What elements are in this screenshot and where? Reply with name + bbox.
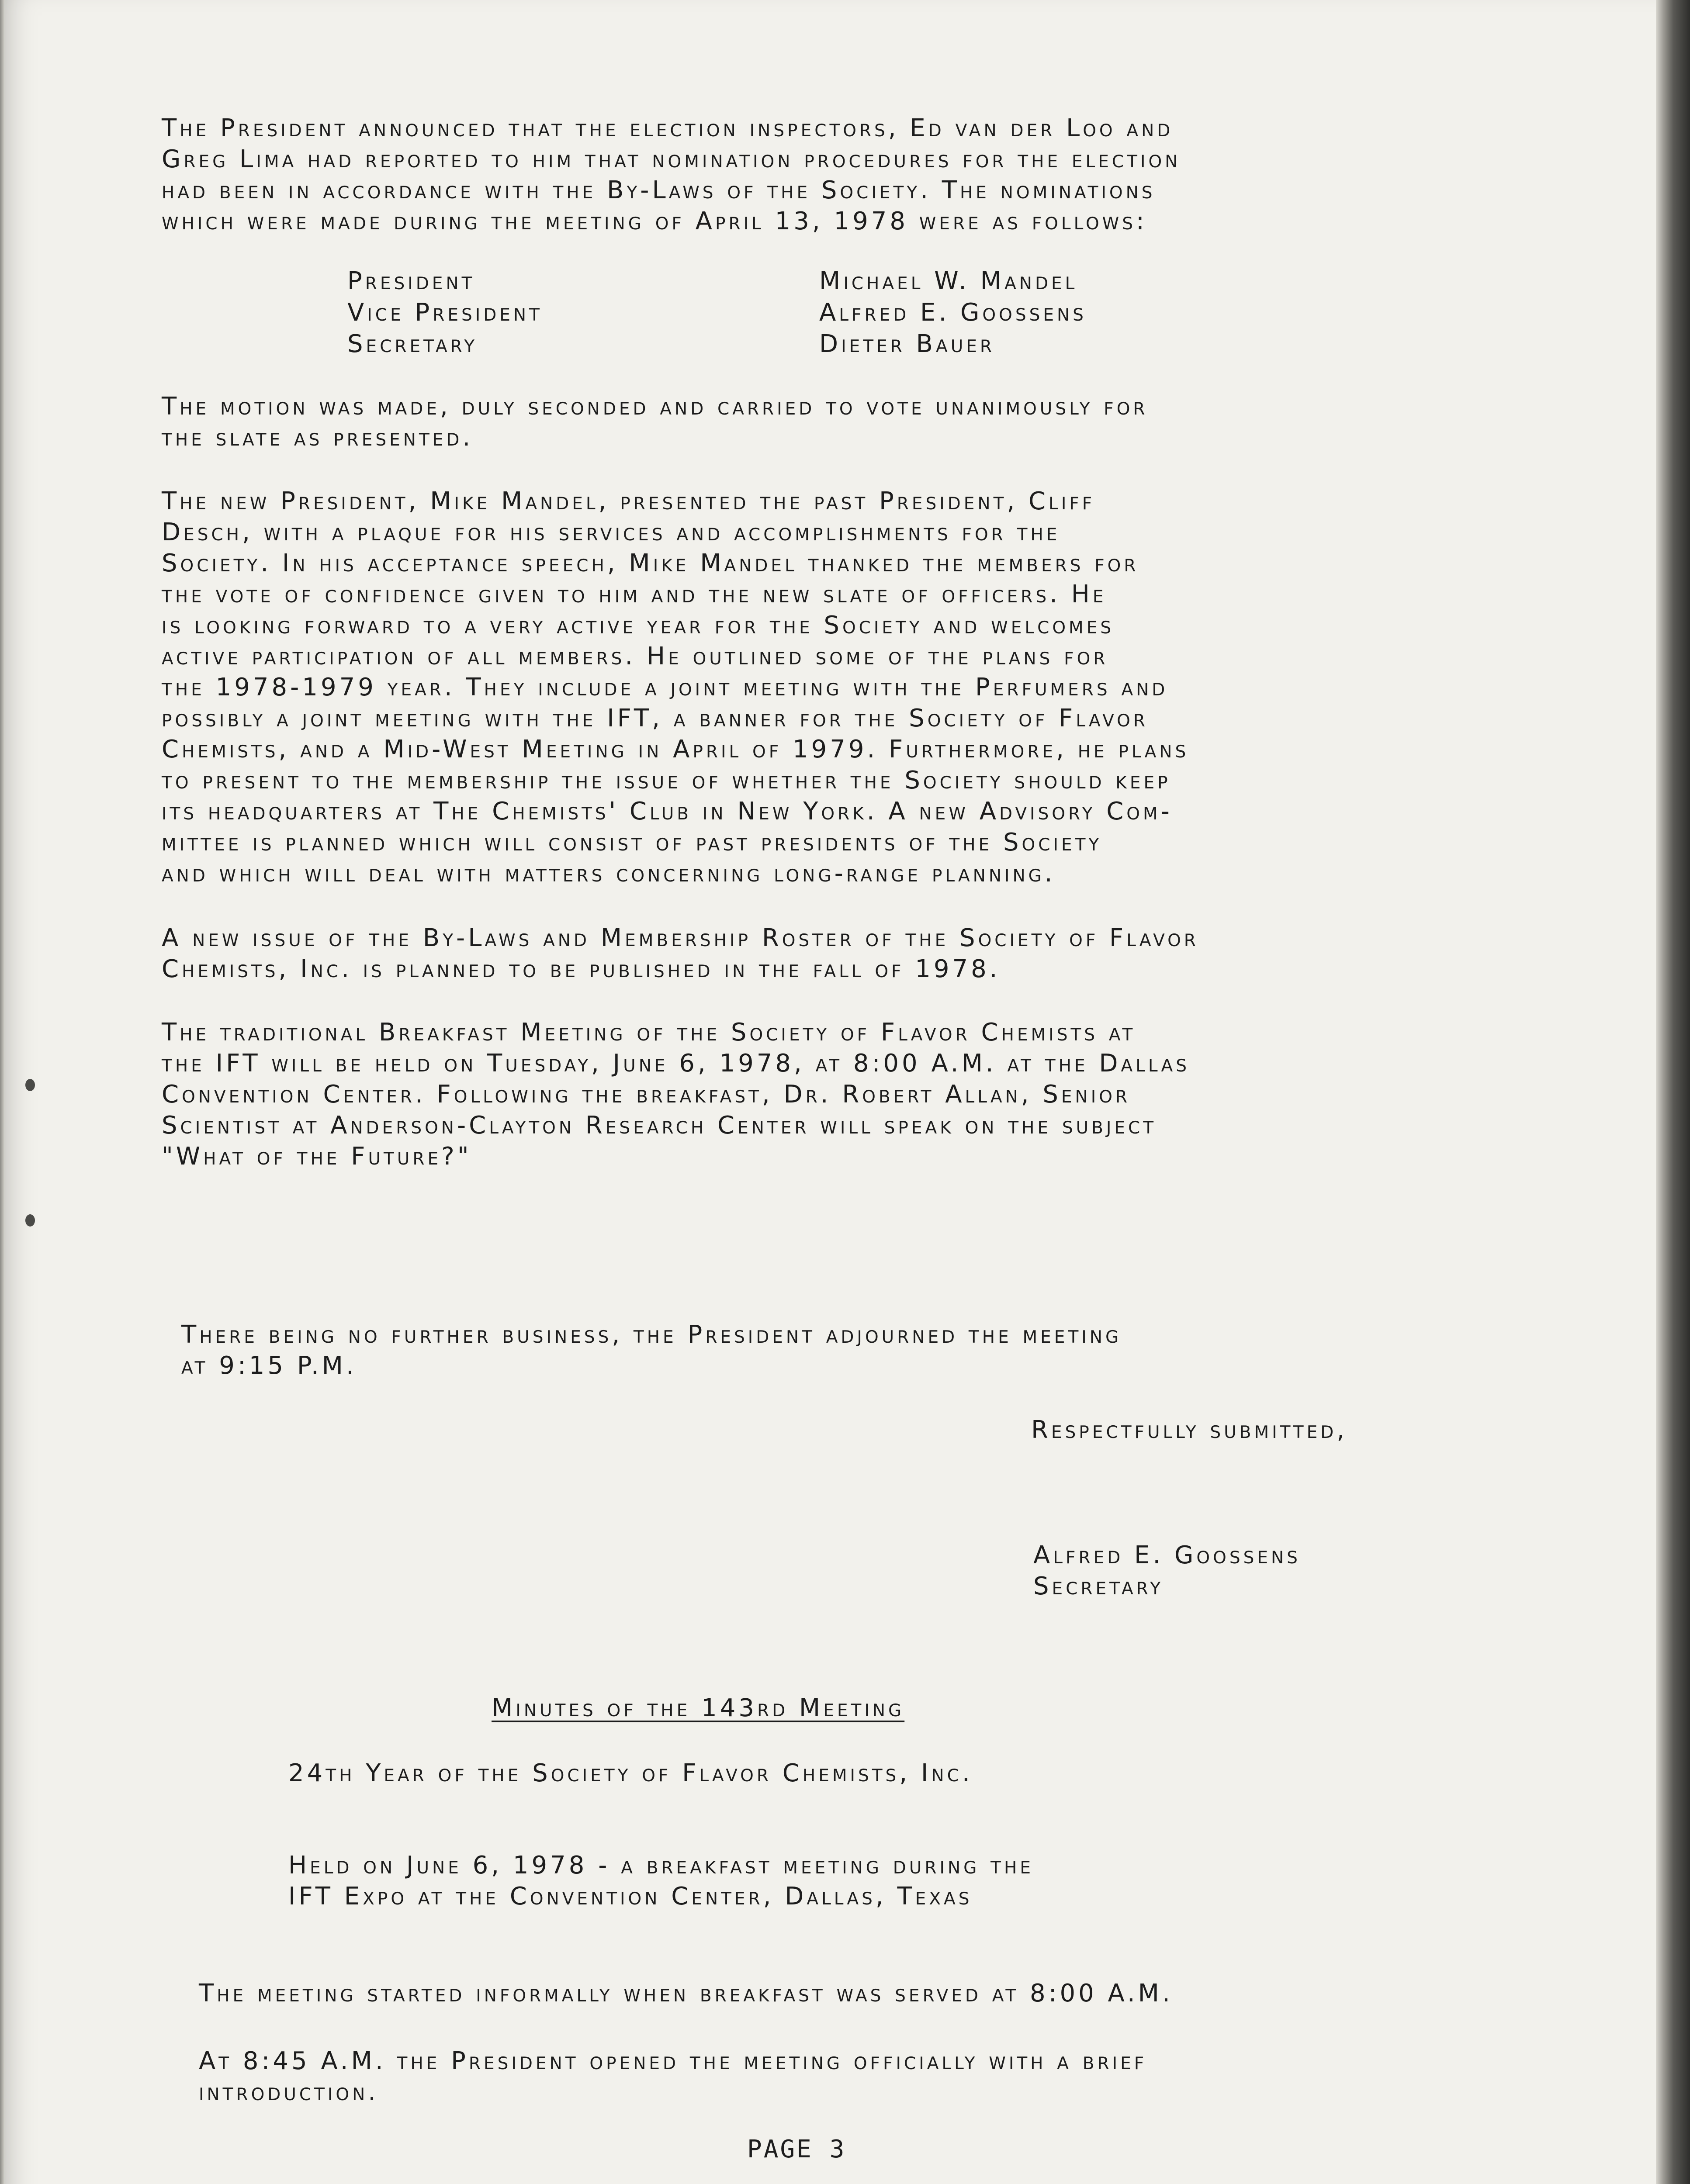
text-line: Scientist at Anderson-Clayton Research Center will speak on the subject xyxy=(162,1111,1157,1140)
held-on-paragraph xyxy=(288,1850,1034,1912)
binding-hole-upper xyxy=(25,1079,35,1091)
slate-nominee: Alfred E. Goossens xyxy=(819,298,1087,327)
signature-title: Secretary xyxy=(1033,1572,1164,1600)
year-line: 24th Year of the Society of Flavor Chemists, Inc. xyxy=(288,1759,973,1787)
new-president-paragraph xyxy=(162,486,1189,889)
motion-paragraph xyxy=(162,391,1148,453)
text-line: The new President, Mike Mandel, presented the past President, Cliff xyxy=(162,487,1095,515)
signature-block xyxy=(1033,1540,1301,1602)
text-line: at 9:15 P.M. xyxy=(181,1351,357,1380)
binding-hole-lower xyxy=(25,1214,35,1227)
text-line: The traditional Breakfast Meeting of the Society of Flavor Chemists at xyxy=(162,1018,1136,1047)
text-line: mittee is planned which will consist of past presidents of the Society xyxy=(162,828,1102,857)
text-line: The motion was made, duly seconded and carried to vote unanimously for xyxy=(162,392,1148,421)
text-line: Held on June 6, 1978 - a breakfast meeting during the xyxy=(288,1851,1034,1880)
binding-gutter xyxy=(0,0,4,2184)
text-line: Desch, with a plaque for his services and accomplishments for the xyxy=(162,518,1060,546)
text-line: A new issue of the By-Laws and Membership Roster of the Society of Flavor xyxy=(162,924,1199,952)
bylaws-paragraph xyxy=(162,923,1199,985)
breakfast-meeting-paragraph xyxy=(162,1017,1190,1172)
text-line: Chemists, and a Mid-West Meeting in April of 1979. Furthermore, he plans xyxy=(162,735,1189,764)
text-line: the slate as presented. xyxy=(162,423,474,452)
text-line: Chemists, Inc. is planned to be published in the fall of 1978. xyxy=(162,955,1001,983)
text-line: the vote of confidence given to him and the new slate of officers. He xyxy=(162,580,1107,608)
page-number: PAGE 3 xyxy=(747,2135,846,2163)
slate-office: Vice President xyxy=(347,298,543,327)
text-line: introduction. xyxy=(199,2078,379,2106)
text-line: The President announced that the election inspectors, Ed van der Loo and xyxy=(162,114,1174,142)
closing-salutation: Respectfully submitted, xyxy=(1031,1416,1348,1444)
minutes-heading: Minutes of the 143rd Meeting xyxy=(492,1694,905,1722)
text-line: Convention Center. Following the breakfast, Dr. Robert Allan, Senior xyxy=(162,1080,1131,1109)
text-line: IFT Expo at the Convention Center, Dallas, Texas xyxy=(288,1882,973,1911)
text-line: active participation of all members. He outlined some of the plans for xyxy=(162,642,1108,670)
election-paragraph xyxy=(162,113,1181,237)
text-line: Greg Lima had reported to him that nomination procedures for the election xyxy=(162,145,1181,173)
slate-nominee: Dieter Bauer xyxy=(819,330,995,358)
text-line: and which will deal with matters concerning long-range planning. xyxy=(162,859,1056,888)
text-line: At 8:45 A.M. the President opened the meeting officially with a brief xyxy=(199,2047,1147,2075)
page-edge-shadow xyxy=(1656,0,1690,2184)
text-line: There being no further business, the President adjourned the meeting xyxy=(181,1320,1122,1349)
slate-office: President xyxy=(347,267,475,295)
text-line: the IFT will be held on Tuesday, June 6, 1978, at 8:00 A.M. at the Dallas xyxy=(162,1049,1190,1078)
slate-nominee: Michael W. Mandel xyxy=(819,267,1078,295)
text-line: which were made during the meeting of April 13, 1978 were as follows: xyxy=(162,207,1147,235)
text-line: to present to the membership the issue of whether the Society should keep xyxy=(162,766,1171,795)
meeting-started-line: The meeting started informally when breakfast was served at 8:00 A.M. xyxy=(199,1979,1173,2008)
text-line: "What of the Future?" xyxy=(162,1142,472,1171)
text-line: is looking forward to a very active year for the Society and welcomes xyxy=(162,611,1115,639)
text-line: possibly a joint meeting with the IFT, a banner for the Society of Flavor xyxy=(162,704,1148,733)
slate-office: Secretary xyxy=(347,330,478,358)
text-line: the 1978-1979 year. They include a joint meeting with the Perfumers and xyxy=(162,673,1168,702)
text-line: its headquarters at The Chemists' Club in New York. A new Advisory Com- xyxy=(162,797,1173,826)
text-line: had been in accordance with the By-Laws of the Society. The nominations xyxy=(162,176,1156,204)
meeting-opened-paragraph xyxy=(199,2046,1147,2108)
text-line: Society. In his acceptance speech, Mike Mandel thanked the members for xyxy=(162,549,1139,577)
adjournment-paragraph xyxy=(181,1319,1122,1381)
signature-name: Alfred E. Goossens xyxy=(1033,1541,1301,1569)
